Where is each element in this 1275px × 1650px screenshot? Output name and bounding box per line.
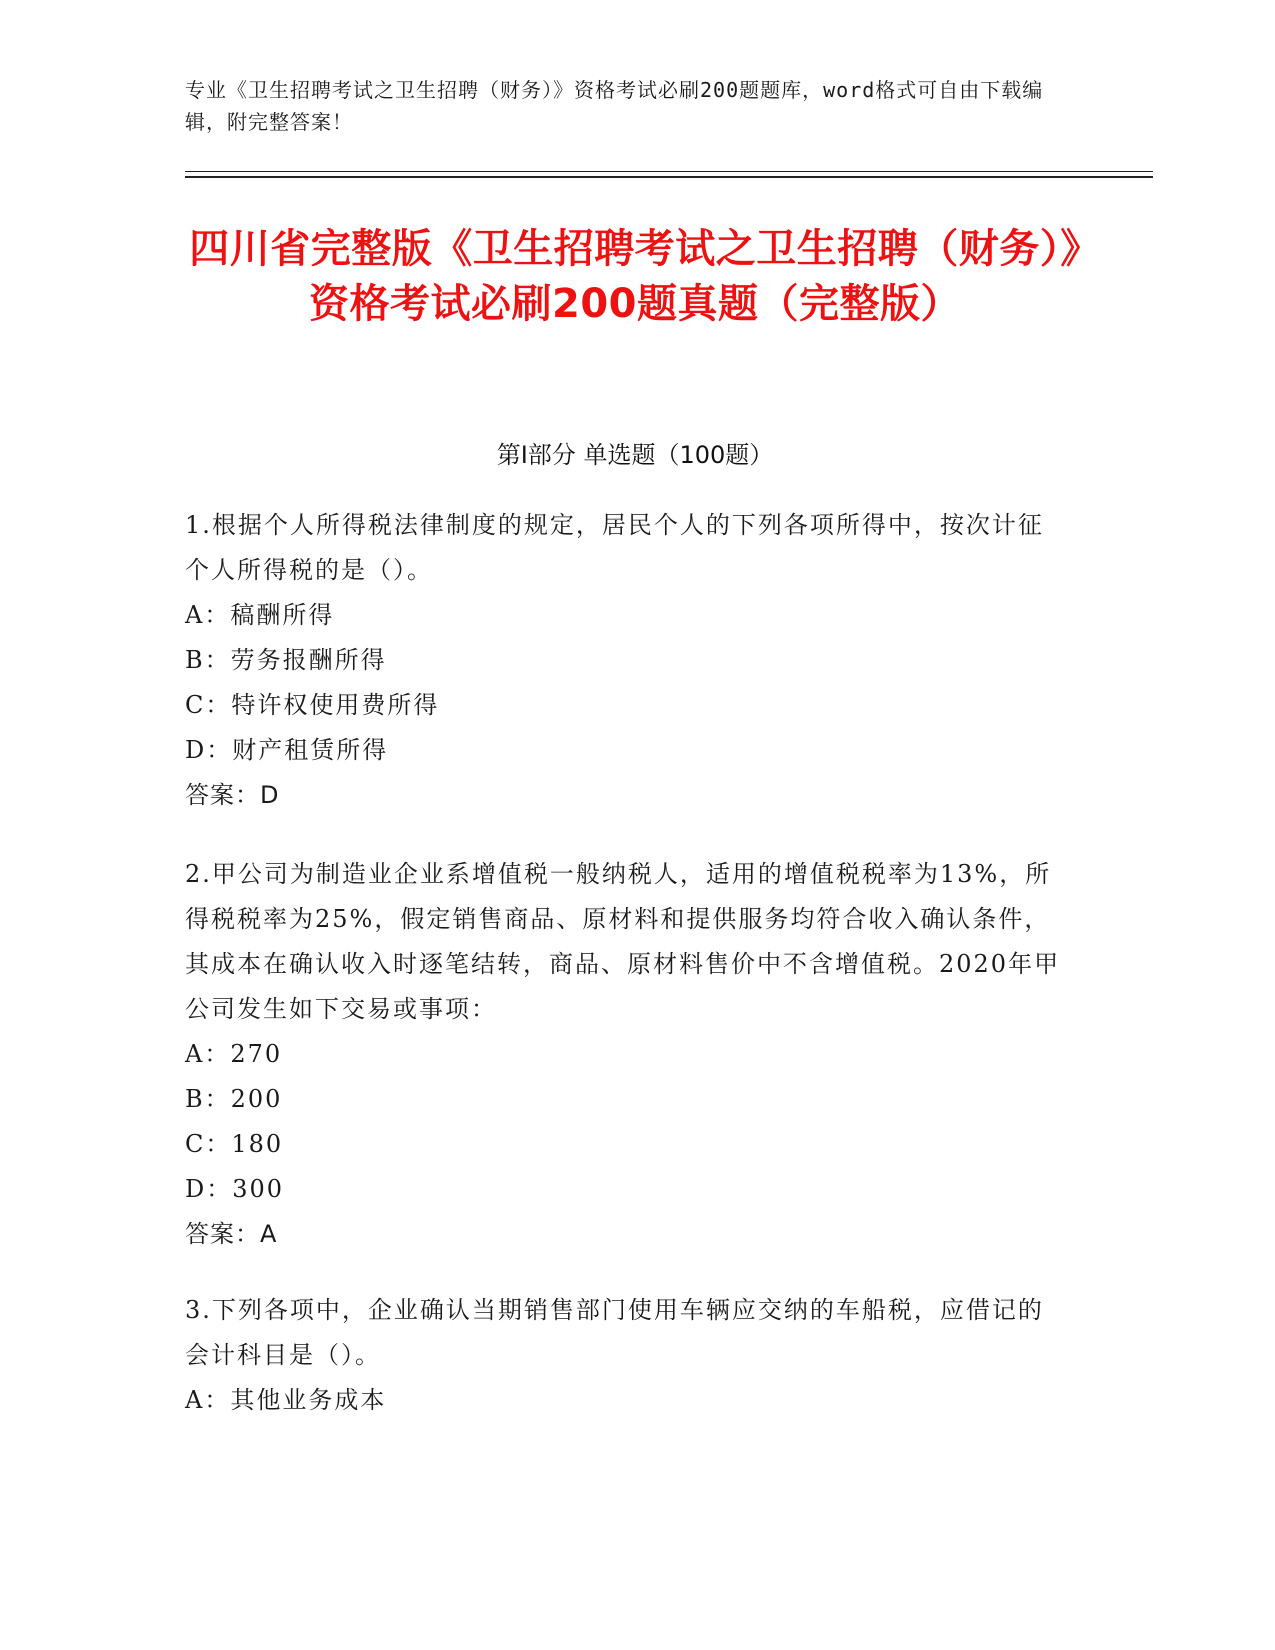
option-b: B：200 bbox=[185, 1085, 283, 1113]
question-2 bbox=[185, 852, 1065, 1257]
option-d: D：300 bbox=[185, 1175, 285, 1203]
option-b: B：劳务报酬所得 bbox=[185, 646, 387, 674]
question-3 bbox=[185, 1288, 1065, 1423]
document-title: 四川省完整版《卫生招聘考试之卫生招聘（财务）》资格考试必刷200题真题（完整版） bbox=[189, 226, 1081, 327]
header-note: 专业《卫生招聘考试之卫生招聘（财务）》资格考试必刷200题题库，word格式可自由下载编辑，附完整答案！ bbox=[185, 78, 1044, 134]
option-c: C：特许权使用费所得 bbox=[185, 691, 440, 719]
option-a: A：270 bbox=[185, 1040, 283, 1068]
question-stem: 1.根据个人所得税法律制度的规定，居民个人的下列各项所得中，按次计征个人所得税的是（）。 bbox=[185, 511, 1044, 584]
header-rule-thick bbox=[185, 176, 1153, 178]
option-c: C：180 bbox=[185, 1130, 284, 1158]
answer: 答案：A bbox=[185, 1220, 278, 1248]
option-a: A：其他业务成本 bbox=[185, 1386, 387, 1414]
answer: 答案：D bbox=[185, 781, 280, 809]
question-stem: 2.甲公司为制造业企业系增值税一般纳税人，适用的增值税税率为13%，所得税税率为25%，假定销售商品、原材料和提供服务均符合收入确认条件，其成本在确认收入时逐笔结转，商品、原材料售价中不含增值税。2020年甲公司发生如下交易或事项： bbox=[185, 860, 1061, 1023]
section-title: 第I部分 单选题（100题） bbox=[496, 441, 774, 469]
header-rule-thin bbox=[185, 171, 1153, 172]
option-a: A：稿酬所得 bbox=[185, 601, 335, 629]
question-1 bbox=[185, 503, 1065, 818]
option-d: D：财产租赁所得 bbox=[185, 736, 389, 764]
question-stem: 3.下列各项中，企业确认当期销售部门使用车辆应交纳的车船税，应借记的会计科目是（）。 bbox=[185, 1296, 1044, 1369]
